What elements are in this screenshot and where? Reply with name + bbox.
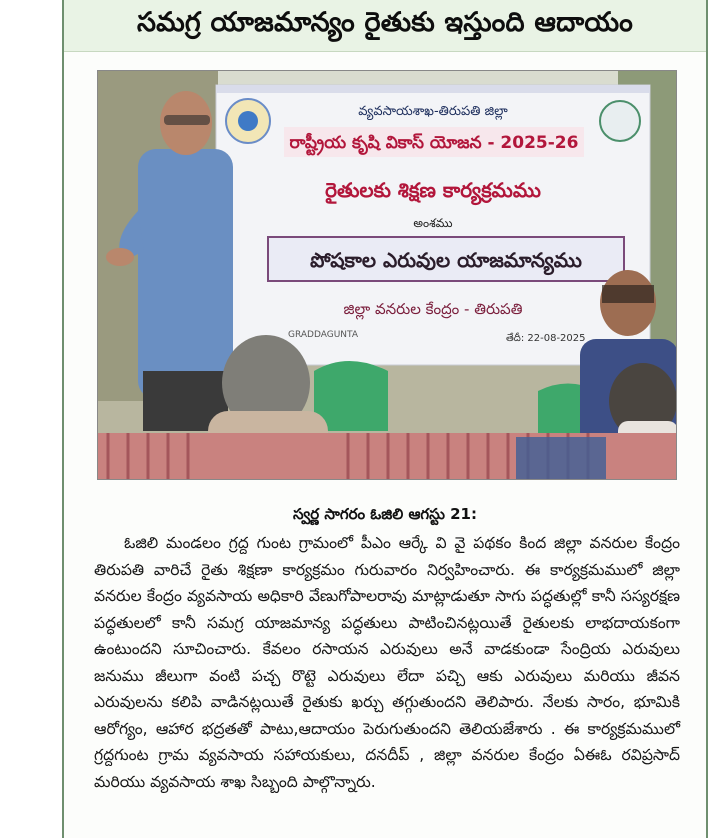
dateline: స్వర్ణ సాగరం ఓజిలి ఆగస్టు 21: [293,505,477,523]
banner-line-4: అంశము [413,216,453,230]
speaker-glasses [164,115,210,125]
news-photo [97,70,677,480]
headline: సమగ్ర యాజమాన్యం రైతుకు ఇస్తుంది ఆదాయం [137,6,633,38]
ap-emblem-center-icon [238,111,258,131]
news-clipping [62,0,708,838]
article-paragraph: ఓజిలి మండలం గ్రద్ద గుంట గ్రామంలో పీఎం ఆర్కే వి వై పథకం కింద జిల్లా వనరుల కేంద్రం తిరుపతి వారిచే రైతు శిక్షణా కార్యక్రమం గురువారం నిర్వహించారు. ఈ కార్యక్రమములో జిల్లా వనరుల కేంద్రం వ్యవసాయ అధికారి వేణుగోపాలరావు మాట్లాడుతూ సాగు పద్ధతుల్లో కానీ సస్యరక్షణ పద్ధతులలో కానీ సమగ్ర యాజమాన్య పద్ధతులు పాటించినట్లయితే రైతులకు లాభదాయకంగా ఉంటుందని సూచించారు. కేవలం రసాయన ఎరువులు అనే వాడకుండా సేంద్రియ ఎరువులు జనుము జీలుగా వంటి పచ్చ రొట్టె ఎరువులు లేదా పచ్చి ఆకు ఎరువులు మరియు జీవన ఎరువులను కలిపి వాడినట్లయితే రైతుకు ఖర్చు తగ్గుతుందని తెలిపారు. నేలకు సారం, భూమికి ఆరోగ్యం, ఆహార భద్రతతో పాటు,ఆదాయం పెరుగుతుందని తెలియజేశారు . ఈ కార్యక్రమములో గ్రద్దగుంట గ్రామ వ్యవసాయ సహాయకులు, దనదీప్ , జిల్లా వనరుల కేంద్రం ఏఈఓ రవిప్రసాద్ మరియు వ్యవసాయ శాఖ సిబ్బంది పాల్గొన్నారు. [94,534,680,791]
blue-cloth [516,437,606,480]
banner-line-6: జిల్లా వనరుల కేంద్రం - తిరుపతి [343,300,523,318]
banner-line-1: వ్యవసాయశాఖ-తిరుపతి జిల్లా [358,104,508,119]
agri-dept-logo-icon [600,101,640,141]
banner-line-5: పోషకాల ఎరువుల యాజమాన్యము [310,248,582,272]
speaker-shirt [138,149,233,399]
banner-top-strip [216,85,650,93]
banner-line-2: రాష్ట్రీయ కృషి వికాస్ యోజన - 2025-26 [289,133,579,153]
banner-date: తేదీ: 22-08-2025 [506,333,586,344]
banner-line-3: రైతులకు శిక్షణ కార్యక్రమము [325,178,541,202]
headline-bar [64,0,706,52]
green-chair [314,361,388,431]
article-body [94,530,680,795]
young-man-hair [602,285,654,303]
speaker-hand [106,248,134,266]
banner-place: GRADDAGUNTA [288,330,358,340]
training-program-photo [98,71,677,480]
